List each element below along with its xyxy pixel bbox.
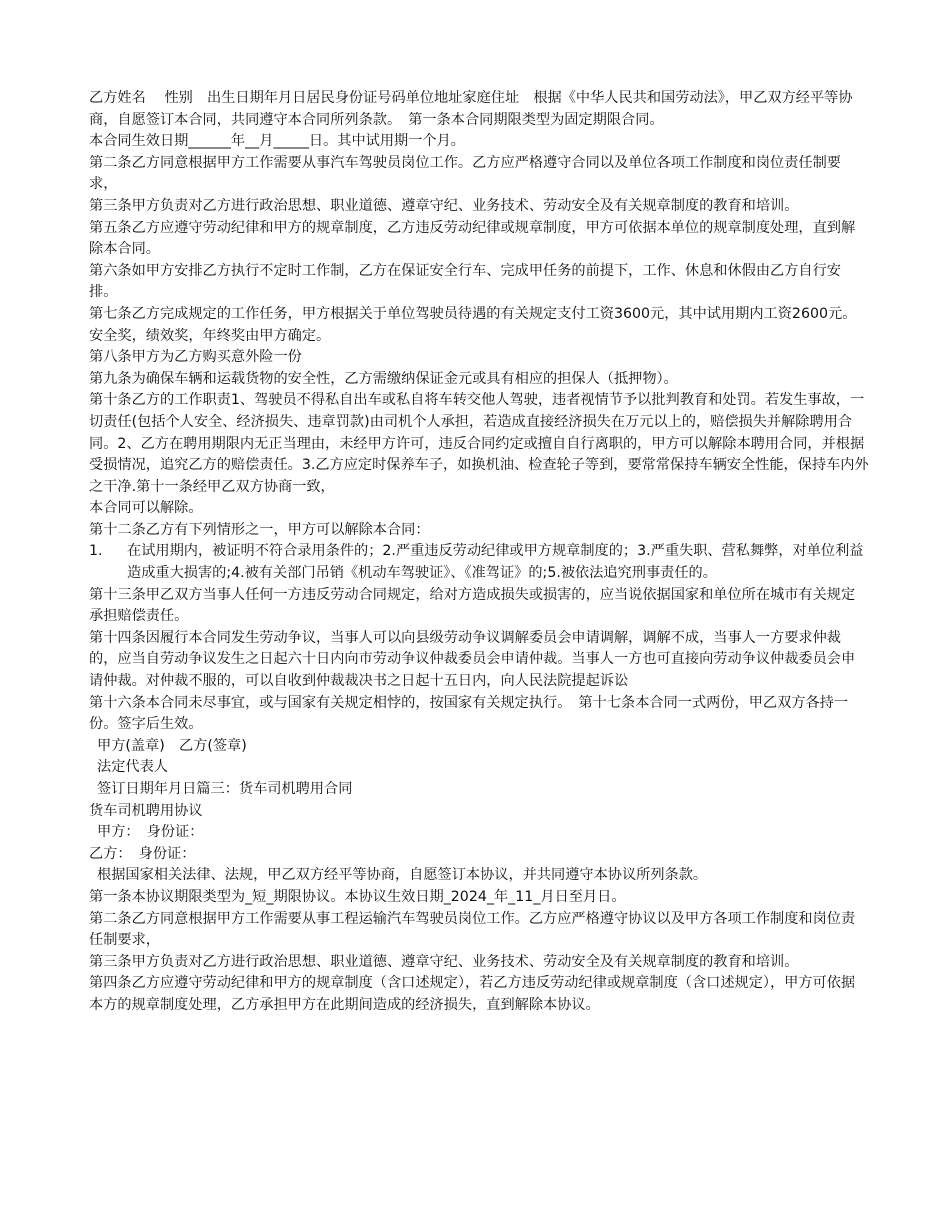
paragraph-article-11-end: 本合同可以解除。 — [89, 500, 203, 517]
legal-representative: 法定代表人 — [97, 759, 168, 776]
paragraph-article-13: 第十三条甲乙双方当事人任何一方违反劳动合同规定，给对方造成损失或损害的，应当说依据国家和单位所在城市有关规定承担赔偿责任。 — [89, 586, 856, 625]
list-item-text: 在试用期内，被证明不符合录用条件的；2.严重违反劳动纪律或甲方规章制度的；3.严重失职、营私舞弊，对单位利益造成重大损害的;4.被有关部门吊销《机动车驾驶证》、《准驾证》的;5.被依法追究刑事责任的。 — [127, 543, 864, 582]
paragraph-effective-date: 本合同生效日期______年__月_____日。其中试用期一个月。 — [89, 133, 465, 150]
paragraph-article-2: 第二条乙方同意根据甲方工作需要从事汽车驾驶员岗位工作。乙方应严格遵守合同以及单位各项工作制度和岗位责任制要求， — [89, 154, 841, 193]
agreement-article-4: 第四条乙方应遵守劳动纪律和甲方的规章制度（含口述规定），若乙方违反劳动纪律或规章制度（含口述规定），甲方可依据本方的规章制度处理，乙方承担甲方在此期间造成的经济损失，直到解除本协议。 — [89, 975, 856, 1013]
party-a-line: 甲方： 身份证： — [97, 824, 204, 841]
paragraph-article-6: 第六条如甲方安排乙方执行不定时工作制，乙方在保证安全行车、完成甲任务的前提下，工作、休息和休假由乙方自行安排。 — [89, 262, 841, 301]
party-b-line: 乙方： 身份证： — [89, 845, 196, 862]
paragraph-article-3: 第三条甲方负责对乙方进行政治思想、职业道德、遵章守纪、业务技术、劳动安全及有关规章制度的教育和培训。 — [89, 197, 799, 214]
agreement-title: 货车司机聘用协议 — [89, 802, 203, 819]
paragraph-article-14: 第十四条因履行本合同发生劳动争议，当事人可以向县级劳动争议调解委员会申请调解，调解不成，当事人一方要求仲裁的，应当自劳动争议发生之日起六十日内向市劳动争议仲裁委员会申请仲裁。当事人一方也可直接向劳动争议仲裁委员会申请仲裁。对仲裁不服的，可以自收到仲裁裁决书之日起十五日内，向人民法院提起诉讼 — [89, 629, 856, 690]
list-item — [89, 541, 869, 584]
paragraph-article-12: 第十二条乙方有下列情形之一，甲方可以解除本合同： — [89, 521, 430, 538]
paragraph-intro: 乙方姓名 性别 出生日期年月日居民身份证号码单位地址家庭住址 根据《中华人民共和国劳动法》，甲乙双方经平等协商，自愿签订本合同，共同遵守本合同所列条款。 第一条本合同期限类型为固定期限合同。 — [89, 90, 853, 128]
list-number: 1. — [89, 543, 103, 560]
paragraph-article-7: 第七条乙方完成规定的工作任务，甲方根据关于单位驾驶员待遇的有关规定支付工资3600元，其中试用期内工资2600元。安全奖，绩效奖，年终奖由甲方确定。 — [89, 305, 857, 344]
paragraph-article-10: 第十条乙方的工作职责1、驾驶员不得私自出车或私自将车转交他人驾驶，违者视情节予以批判教育和处罚。若发生事故，一切责任(包括个人安全、经济损失、违章罚款)由司机个人承担，若造成直接经济损失在万元以上的，赔偿损失并解除聘用合同。2、乙方在聘用期限内无正当理由，未经甲方许可，违反合同约定或擅自自行离职的，甲方可以解除本聘用合同，并根据受损情况，追究乙方的赔偿责任。3.乙方应定时保养车子，如换机油、检查轮子等到，要常常保持车辆安全性能，保持车内外之干净.第十一条经甲乙双方协商一致， — [89, 392, 869, 495]
document-body — [89, 88, 869, 1017]
agreement-article-3: 第三条甲方负责对乙方进行政治思想、职业道德、遵章守纪、业务技术、劳动安全及有关规章制度的教育和培训。 — [89, 953, 799, 970]
paragraph-article-5: 第五条乙方应遵守劳动纪律和甲方的规章制度，乙方违反劳动纪律或规章制度，甲方可依据本单位的规章制度处理，直到解除本合同。 — [89, 219, 856, 258]
signature-parties: 甲方(盖章) 乙方(签章) — [97, 737, 247, 754]
agreement-article-1: 第一条本协议期限类型为_短_期限协议。本协议生效日期_2024_年_11_月日至月日。 — [89, 888, 626, 905]
sign-date-section-title: 签订日期年月日篇三：货车司机聘用合同 — [97, 781, 353, 797]
agreement-preamble: 根据国家相关法律、法规，甲乙双方经平等协商，自愿签订本协议，并共同遵守本协议所列条款。 — [97, 867, 708, 884]
paragraph-article-16-17: 第十六条本合同未尽事宜，或与国家有关规定相悖的，按国家有关规定执行。 第十七条本合同一式两份，甲乙双方各持一份。签字后生效。 — [89, 694, 849, 733]
paragraph-article-8: 第八条甲方为乙方购买意外险一份 — [89, 349, 302, 366]
agreement-article-2: 第二条乙方同意根据甲方工作需要从事工程运输汽车驾驶员岗位工作。乙方应严格遵守协议以及甲方各项工作制度和岗位责任制要求， — [89, 910, 856, 949]
paragraph-article-9: 第九条为确保车辆和运载货物的安全性，乙方需缴纳保证金元或具有相应的担保人（抵押物）。 — [89, 370, 678, 387]
